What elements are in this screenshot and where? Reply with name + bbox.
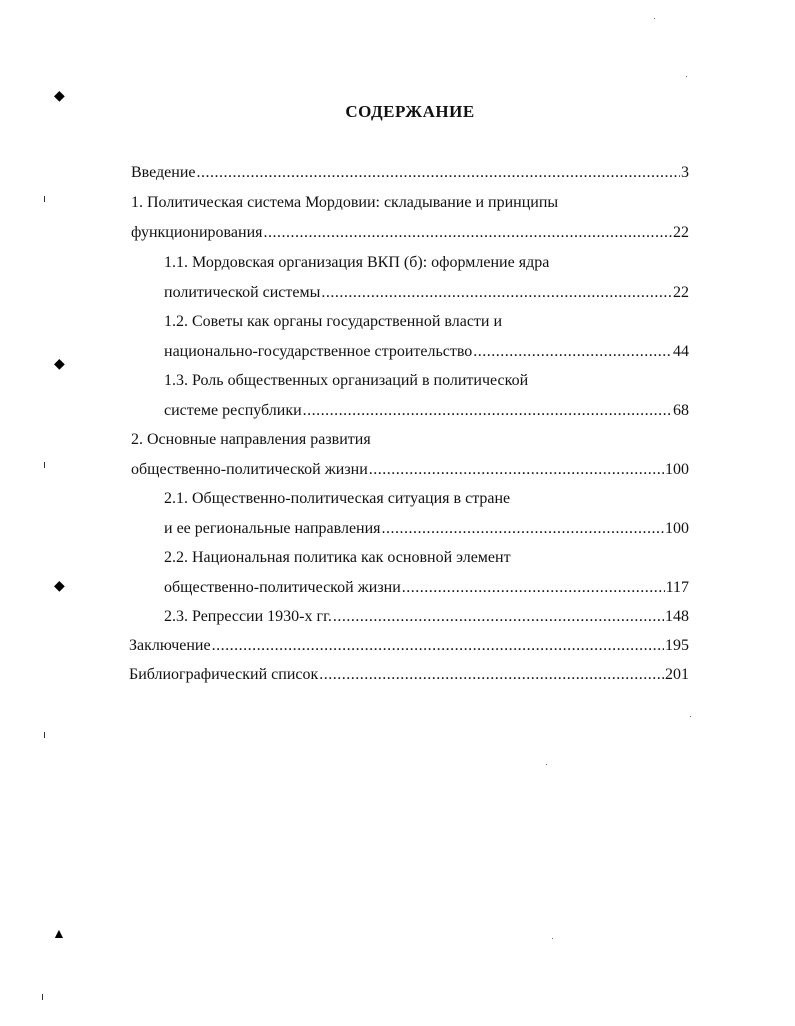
toc-entry-text: общественно-политической жизни: [131, 461, 368, 478]
dot-leader: [263, 223, 672, 243]
toc-entry-chapter-1: [131, 223, 689, 243]
toc-page-number: 68: [673, 402, 689, 419]
dot-leader: [197, 163, 681, 183]
toc-entry-section-1-1: [164, 283, 689, 303]
toc-page-number: 195: [665, 637, 689, 654]
toc-entry-text: политической системы: [164, 284, 321, 301]
binding-mark-1: ◆: [54, 89, 65, 104]
binding-mark-2: ◆: [54, 357, 65, 372]
toc-entry-section-1-3: [164, 401, 689, 421]
page-title: СОДЕРЖАНИЕ: [345, 102, 475, 121]
toc-page-number: 22: [673, 224, 689, 241]
toc-entry-section-2-2-line1: 2.2. Национальная политика как основной элемент: [164, 549, 511, 566]
dot-leader: [319, 665, 664, 685]
toc-entry-text: функционирования: [131, 224, 263, 241]
dot-leader: [333, 607, 664, 627]
toc-entry-text: Библиографический список: [129, 666, 319, 683]
toc-entry-text: Введение: [131, 164, 196, 181]
toc-entry-text: общественно-политической жизни: [164, 579, 401, 596]
toc-entry-section-2-3: [164, 607, 689, 627]
toc-entry-chapter-2: [131, 460, 689, 480]
dot-leader: [321, 283, 672, 303]
toc-entry-text: 2.3. Репрессии 1930-х гг.: [164, 608, 332, 625]
toc-entry-section-1-2: [164, 342, 689, 362]
toc-entry-bibliography: [129, 665, 689, 685]
dot-leader: [369, 460, 664, 480]
dot-leader: [402, 578, 665, 598]
binding-mark-4: ▲: [52, 927, 66, 942]
toc-entry-introduction: [131, 163, 689, 183]
dot-leader: [473, 342, 672, 362]
dot-leader: [303, 401, 672, 421]
toc-entry-section-1-3-line1: 1.3. Роль общественных организаций в политической: [164, 372, 529, 389]
toc-entry-chapter-2-line1: 2. Основные направления развития: [131, 431, 371, 448]
toc-page-number: 100: [665, 520, 689, 537]
toc-entry-text: системе республики: [164, 402, 302, 419]
toc-entry-text: и ее региональные направления: [164, 520, 381, 537]
toc-entry-section-1-1-line1: 1.1. Мордовская организация ВКП (б): оформление ядра: [164, 254, 550, 271]
dot-leader: [212, 636, 664, 656]
toc-page-number: 3: [681, 164, 689, 181]
toc-entry-text: Заключение: [129, 637, 211, 654]
toc-entry-section-2-2: [164, 578, 689, 598]
toc-page-number: 148: [665, 608, 689, 625]
toc-page-number: 201: [665, 666, 689, 683]
toc-entry-section-2-1: [164, 519, 689, 539]
toc-entry-conclusion: [129, 636, 689, 656]
toc-page-number: 44: [673, 343, 689, 360]
binding-mark-3: ◆: [54, 579, 65, 594]
toc-entry-text: национально-государственное строительство: [164, 343, 473, 360]
dot-leader: [382, 519, 664, 539]
toc-page-number: 100: [665, 461, 689, 478]
toc-entry-chapter-1-line1: 1. Политическая система Мордовии: складывание и принципы: [131, 194, 559, 211]
toc-entry-section-2-1-line1: 2.1. Общественно-политическая ситуация в стране: [164, 490, 511, 507]
toc-page-number: 22: [673, 284, 689, 301]
toc-page-number: 117: [665, 579, 689, 596]
toc-entry-section-1-2-line1: 1.2. Советы как органы государственной власти и: [164, 313, 503, 330]
